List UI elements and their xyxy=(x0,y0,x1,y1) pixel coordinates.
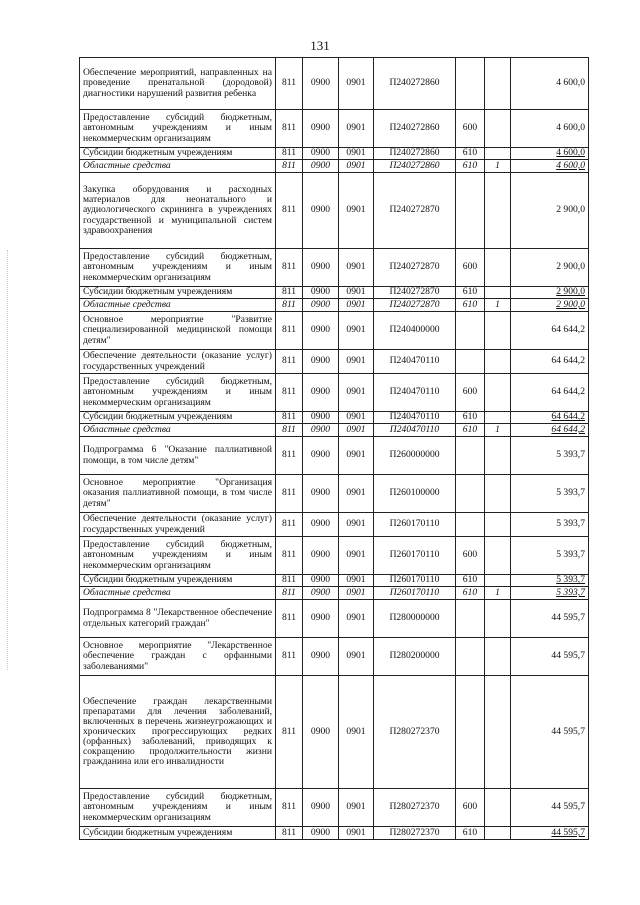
row-target-code: П240400000 xyxy=(374,312,456,350)
row-subsection-code: 0901 xyxy=(339,638,374,676)
row-section-code: 0900 xyxy=(303,638,339,676)
row-subsection-code: 0901 xyxy=(339,58,374,110)
row-ved-code: 811 xyxy=(276,789,303,827)
row-section-code: 0900 xyxy=(303,424,339,437)
row-subsection-code: 0901 xyxy=(339,827,374,840)
row-subsection-code: 0901 xyxy=(339,173,374,249)
row-subsection-code: 0901 xyxy=(339,148,374,160)
row-expense-type xyxy=(456,638,485,676)
row-section-code: 0900 xyxy=(303,513,339,537)
row-funding-source: 1 xyxy=(485,424,511,437)
row-ved-code: 811 xyxy=(276,437,303,475)
row-ved-code: 811 xyxy=(276,600,303,638)
row-funding-source xyxy=(485,287,511,299)
row-section-code: 0900 xyxy=(303,600,339,638)
row-amount: 5 393,7 xyxy=(511,537,589,575)
row-target-code: П240470110 xyxy=(374,412,456,424)
row-ved-code: 811 xyxy=(276,299,303,312)
row-name: Предоставление субсидий бюджетным, автономным учреждениям и иным некоммерческим организациям xyxy=(80,374,276,412)
row-amount: 64 644,2 xyxy=(511,424,589,437)
row-subsection-code: 0901 xyxy=(339,287,374,299)
row-section-code: 0900 xyxy=(303,587,339,600)
row-section-code: 0900 xyxy=(303,299,339,312)
row-funding-source xyxy=(485,173,511,249)
row-expense-type xyxy=(456,600,485,638)
row-expense-type xyxy=(456,437,485,475)
row-expense-type: 600 xyxy=(456,537,485,575)
row-amount: 5 393,7 xyxy=(511,437,589,475)
row-name: Предоставление субсидий бюджетным, автономным учреждениям и иным некоммерческим организациям xyxy=(80,110,276,148)
row-expense-type: 610 xyxy=(456,424,485,437)
row-name: Субсидии бюджетным учреждениям xyxy=(80,412,276,424)
row-section-code: 0900 xyxy=(303,110,339,148)
row-ved-code: 811 xyxy=(276,110,303,148)
table-row xyxy=(80,299,589,312)
row-funding-source xyxy=(485,827,511,840)
row-ved-code: 811 xyxy=(276,513,303,537)
row-expense-type xyxy=(456,676,485,789)
row-amount: 44 595,7 xyxy=(511,789,589,827)
row-expense-type: 610 xyxy=(456,148,485,160)
row-subsection-code: 0901 xyxy=(339,676,374,789)
row-funding-source xyxy=(485,249,511,287)
table-row xyxy=(80,350,589,374)
row-section-code: 0900 xyxy=(303,475,339,513)
row-amount: 64 644,2 xyxy=(511,412,589,424)
row-expense-type xyxy=(456,173,485,249)
row-expense-type: 610 xyxy=(456,587,485,600)
row-section-code: 0900 xyxy=(303,437,339,475)
row-funding-source xyxy=(485,312,511,350)
row-expense-type: 610 xyxy=(456,160,485,173)
table-row xyxy=(80,789,589,827)
row-name: Обеспечение деятельности (оказание услуг) государственных учреждений xyxy=(80,513,276,537)
table-row xyxy=(80,424,589,437)
table-row xyxy=(80,587,589,600)
table-row xyxy=(80,58,589,110)
row-ved-code: 811 xyxy=(276,587,303,600)
row-funding-source xyxy=(485,575,511,587)
row-amount: 4 600,0 xyxy=(511,160,589,173)
row-subsection-code: 0901 xyxy=(339,249,374,287)
row-ved-code: 811 xyxy=(276,249,303,287)
row-name: Предоставление субсидий бюджетным, автономным учреждениям и иным некоммерческим организациям xyxy=(80,789,276,827)
row-funding-source xyxy=(485,412,511,424)
row-target-code: П240272870 xyxy=(374,249,456,287)
row-target-code: П240470110 xyxy=(374,424,456,437)
row-amount: 4 600,0 xyxy=(511,58,589,110)
row-amount: 44 595,7 xyxy=(511,676,589,789)
row-amount: 4 600,0 xyxy=(511,110,589,148)
row-expense-type: 600 xyxy=(456,110,485,148)
row-target-code: П280272370 xyxy=(374,827,456,840)
table-row xyxy=(80,437,589,475)
row-ved-code: 811 xyxy=(276,475,303,513)
row-ved-code: 811 xyxy=(276,374,303,412)
row-name: Субсидии бюджетным учреждениям xyxy=(80,827,276,840)
row-name: Областные средства xyxy=(80,424,276,437)
row-name: Подпрограмма 6 "Оказание паллиативной помощи, в том числе детям" xyxy=(80,437,276,475)
row-name: Областные средства xyxy=(80,160,276,173)
row-subsection-code: 0901 xyxy=(339,575,374,587)
row-amount: 44 595,7 xyxy=(511,638,589,676)
row-target-code: П260170110 xyxy=(374,575,456,587)
row-funding-source xyxy=(485,513,511,537)
row-amount: 2 900,0 xyxy=(511,249,589,287)
row-ved-code: 811 xyxy=(276,638,303,676)
row-expense-type: 610 xyxy=(456,287,485,299)
row-target-code: П240470110 xyxy=(374,374,456,412)
row-expense-type: 610 xyxy=(456,575,485,587)
row-ved-code: 811 xyxy=(276,148,303,160)
budget-table xyxy=(79,57,589,840)
row-name: Закупка оборудования и расходных материалов для неонатального и аудиологического скрининга в учреждениях государственной и муниципальной систем здравоохранения xyxy=(80,173,276,249)
row-target-code: П280272370 xyxy=(374,789,456,827)
row-amount: 5 393,7 xyxy=(511,587,589,600)
row-funding-source xyxy=(485,475,511,513)
margin-scan-mark xyxy=(7,250,9,670)
row-ved-code: 811 xyxy=(276,287,303,299)
row-name: Обеспечение мероприятий, направленных на проведение пренатальной (дородовой) диагностики нарушений развития ребенка xyxy=(80,58,276,110)
row-section-code: 0900 xyxy=(303,173,339,249)
row-ved-code: 811 xyxy=(276,160,303,173)
row-section-code: 0900 xyxy=(303,312,339,350)
row-target-code: П260000000 xyxy=(374,437,456,475)
row-subsection-code: 0901 xyxy=(339,312,374,350)
row-funding-source: 1 xyxy=(485,587,511,600)
row-section-code: 0900 xyxy=(303,374,339,412)
row-section-code: 0900 xyxy=(303,249,339,287)
row-target-code: П240272860 xyxy=(374,160,456,173)
row-subsection-code: 0901 xyxy=(339,513,374,537)
row-target-code: П280200000 xyxy=(374,638,456,676)
row-funding-source xyxy=(485,350,511,374)
row-section-code: 0900 xyxy=(303,58,339,110)
row-section-code: 0900 xyxy=(303,412,339,424)
row-name: Субсидии бюджетным учреждениям xyxy=(80,575,276,587)
row-name: Основное мероприятие "Развитие специализированной медицинской помощи детям" xyxy=(80,312,276,350)
table-row xyxy=(80,600,589,638)
row-subsection-code: 0901 xyxy=(339,537,374,575)
row-target-code: П260100000 xyxy=(374,475,456,513)
row-amount: 5 393,7 xyxy=(511,513,589,537)
table-row xyxy=(80,412,589,424)
row-target-code: П240272860 xyxy=(374,148,456,160)
row-target-code: П280272370 xyxy=(374,676,456,789)
row-expense-type: 610 xyxy=(456,299,485,312)
row-funding-source: 1 xyxy=(485,299,511,312)
row-amount: 64 644,2 xyxy=(511,312,589,350)
row-ved-code: 811 xyxy=(276,676,303,789)
row-name: Областные средства xyxy=(80,299,276,312)
row-expense-type: 610 xyxy=(456,827,485,840)
row-section-code: 0900 xyxy=(303,575,339,587)
row-ved-code: 811 xyxy=(276,424,303,437)
row-target-code: П280000000 xyxy=(374,600,456,638)
row-target-code: П240470110 xyxy=(374,350,456,374)
row-ved-code: 811 xyxy=(276,575,303,587)
row-amount: 64 644,2 xyxy=(511,374,589,412)
table-row xyxy=(80,575,589,587)
row-amount: 4 600,0 xyxy=(511,148,589,160)
row-amount: 64 644,2 xyxy=(511,350,589,374)
row-expense-type: 600 xyxy=(456,789,485,827)
row-amount: 44 595,7 xyxy=(511,827,589,840)
row-funding-source xyxy=(485,638,511,676)
row-funding-source xyxy=(485,600,511,638)
row-target-code: П260170110 xyxy=(374,537,456,575)
row-name: Субсидии бюджетным учреждениям xyxy=(80,148,276,160)
row-ved-code: 811 xyxy=(276,58,303,110)
table-row xyxy=(80,475,589,513)
row-funding-source xyxy=(485,148,511,160)
row-ved-code: 811 xyxy=(276,173,303,249)
table-row xyxy=(80,173,589,249)
row-target-code: П240272860 xyxy=(374,58,456,110)
row-subsection-code: 0901 xyxy=(339,374,374,412)
row-target-code: П240272870 xyxy=(374,299,456,312)
row-amount: 2 900,0 xyxy=(511,299,589,312)
row-subsection-code: 0901 xyxy=(339,160,374,173)
row-subsection-code: 0901 xyxy=(339,789,374,827)
row-funding-source xyxy=(485,437,511,475)
row-subsection-code: 0901 xyxy=(339,110,374,148)
table-row xyxy=(80,638,589,676)
row-section-code: 0900 xyxy=(303,789,339,827)
row-funding-source xyxy=(485,537,511,575)
row-subsection-code: 0901 xyxy=(339,350,374,374)
row-amount: 2 900,0 xyxy=(511,287,589,299)
row-funding-source xyxy=(485,58,511,110)
row-expense-type xyxy=(456,350,485,374)
table-row xyxy=(80,249,589,287)
row-subsection-code: 0901 xyxy=(339,475,374,513)
row-expense-type xyxy=(456,513,485,537)
row-name: Субсидии бюджетным учреждениям xyxy=(80,287,276,299)
row-subsection-code: 0901 xyxy=(339,412,374,424)
row-amount: 5 393,7 xyxy=(511,475,589,513)
row-funding-source xyxy=(485,110,511,148)
row-subsection-code: 0901 xyxy=(339,424,374,437)
page-number: 131 xyxy=(310,38,330,53)
table-row xyxy=(80,160,589,173)
row-expense-type: 600 xyxy=(456,249,485,287)
row-ved-code: 811 xyxy=(276,537,303,575)
table-row xyxy=(80,110,589,148)
row-section-code: 0900 xyxy=(303,350,339,374)
row-section-code: 0900 xyxy=(303,676,339,789)
row-expense-type xyxy=(456,312,485,350)
table-row xyxy=(80,148,589,160)
row-name: Областные средства xyxy=(80,587,276,600)
row-target-code: П260170110 xyxy=(374,513,456,537)
table-row xyxy=(80,374,589,412)
row-expense-type: 610 xyxy=(456,412,485,424)
row-target-code: П240272870 xyxy=(374,287,456,299)
row-ved-code: 811 xyxy=(276,312,303,350)
table-row xyxy=(80,537,589,575)
row-expense-type xyxy=(456,475,485,513)
row-name: Обеспечение деятельности (оказание услуг) государственных учреждений xyxy=(80,350,276,374)
row-section-code: 0900 xyxy=(303,827,339,840)
row-subsection-code: 0901 xyxy=(339,600,374,638)
row-amount: 2 900,0 xyxy=(511,173,589,249)
row-ved-code: 811 xyxy=(276,412,303,424)
row-expense-type xyxy=(456,58,485,110)
row-amount: 44 595,7 xyxy=(511,600,589,638)
row-subsection-code: 0901 xyxy=(339,437,374,475)
row-section-code: 0900 xyxy=(303,148,339,160)
table-row xyxy=(80,312,589,350)
row-funding-source xyxy=(485,789,511,827)
row-section-code: 0900 xyxy=(303,537,339,575)
row-funding-source xyxy=(485,676,511,789)
table-row xyxy=(80,513,589,537)
row-subsection-code: 0901 xyxy=(339,299,374,312)
row-name: Предоставление субсидий бюджетным, автономным учреждениям и иным некоммерческим организациям xyxy=(80,537,276,575)
row-ved-code: 811 xyxy=(276,827,303,840)
row-ved-code: 811 xyxy=(276,350,303,374)
row-section-code: 0900 xyxy=(303,160,339,173)
row-target-code: П240272870 xyxy=(374,173,456,249)
row-name: Обеспечение граждан лекарственными препаратами для лечения заболеваний, включенных в перечень жизнеугрожающих и хронических прогрессирующих редких (орфанных) заболеваний, приводящих к сокращению продолжительности жизни гражданина или его инвалидности xyxy=(80,676,276,789)
row-expense-type: 600 xyxy=(456,374,485,412)
row-name: Предоставление субсидий бюджетным, автономным учреждениям и иным некоммерческим организациям xyxy=(80,249,276,287)
row-subsection-code: 0901 xyxy=(339,587,374,600)
row-target-code: П240272860 xyxy=(374,110,456,148)
row-funding-source: 1 xyxy=(485,160,511,173)
table-row xyxy=(80,676,589,789)
row-target-code: П260170110 xyxy=(374,587,456,600)
row-funding-source xyxy=(485,374,511,412)
table-row xyxy=(80,287,589,299)
row-section-code: 0900 xyxy=(303,287,339,299)
row-amount: 5 393,7 xyxy=(511,575,589,587)
table-row xyxy=(80,827,589,840)
row-name: Основное мероприятие "Организация оказания паллиативной помощи, в том числе детям" xyxy=(80,475,276,513)
row-name: Основное мероприятие "Лекарственное обеспечение граждан с орфанными заболеваниями" xyxy=(80,638,276,676)
row-name: Подпрограмма 8 "Лекарственное обеспечение отдельных категорий граждан" xyxy=(80,600,276,638)
